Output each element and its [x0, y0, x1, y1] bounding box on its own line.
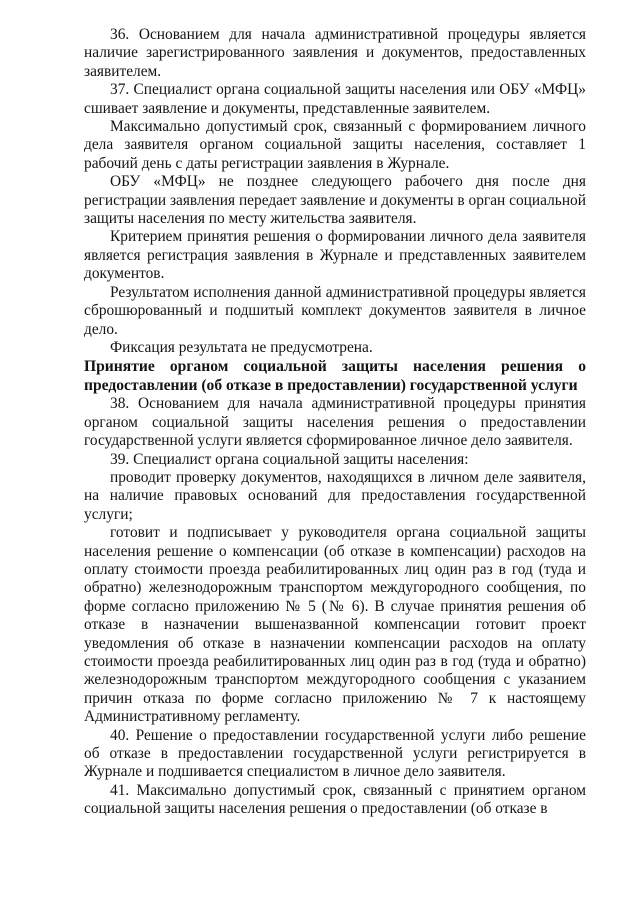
section-text-after: [84, 395, 586, 818]
section-text-before: [84, 26, 586, 357]
paragraph-mfc-transfer: ОБУ «МФЦ» не позднее следующего рабочего дня после дня регистрации заявления передает заявление и документы в орган социальной защиты населения по месту жительства заявителя.: [84, 173, 586, 228]
paragraph-41: 41. Максимально допустимый срок, связанный с принятием органом социальной защиты населения решения о предоставлении (об отказе в: [84, 781, 586, 818]
paragraph-check-documents: проводит проверку документов, находящихся в личном деле заявителя, на наличие правовых оснований для предоставления государственной услуги;: [84, 468, 586, 523]
section-heading: Принятие органом социальной защиты населения решения о предоставлении (об отказе в предоставлении) государственной услуги: [84, 358, 586, 395]
paragraph-criterion: Критерием принятия решения о формировании личного дела заявителя является регистрация заявления в Журнале и представленных заявителем документов.: [84, 228, 586, 283]
paragraph-fixation: Фиксация результата не предусмотрена.: [110, 338, 373, 356]
paragraph-37: 37. Специалист органа социальной защиты населения или ОБУ «МФЦ» сшивает заявление и документы, представленные заявителем.: [84, 81, 586, 117]
paragraph-36: 36. Основанием для начала административной процедуры является наличие зарегистрированного заявления и документов, предоставленных заявителем.: [84, 26, 586, 80]
paragraph-prepare-decision: готовит и подписывает у руководителя органа социальной защиты населения решение о компенсации (об отказе в компенсации) расходов на оплату стоимости проезда реабилитированных лиц один раз в год (туда и обратно) железнодорожным транспортом междугородного сообщения, по форме согласно приложению № 5 (№ 6). В случае принятия решения об отказе в назначении вышеназванной компенсации готовит проект уведомления об отказе в назначении компенсации расходов на оплату стоимости проезда реабилитированных лиц один раз в год (туда и обратно) железнодорожным транспортом междугородного сообщения с указанием причин отказа по форме согласно приложению № 7 к настоящему Административному регламенту.: [84, 524, 586, 726]
paragraph-max-term: Максимально допустимый срок, связанный с формированием личного дела заявителя органом социальной защиты населения, составляет 1 рабочий день с даты регистрации заявления в Журнале.: [84, 118, 586, 172]
paragraph-40: 40. Решение о предоставлении государственной услуги либо решение об отказе в предоставлении государственной услуги регистрируется в Журнале и подшивается специалистом в личное дело заявителя.: [84, 726, 586, 781]
paragraph-38: 38. Основанием для начала административной процедуры принятия органом социальной защиты населения решения о предоставлении государственной услуги является сформированное личное дело заявителя.: [84, 395, 586, 450]
paragraph-result: Результатом исполнения данной административной процедуры является сброшюрованный и подшитый комплект документов заявителя в личное дело.: [84, 283, 586, 338]
paragraph-39: 39. Специалист органа социальной защиты населения:: [110, 450, 469, 468]
